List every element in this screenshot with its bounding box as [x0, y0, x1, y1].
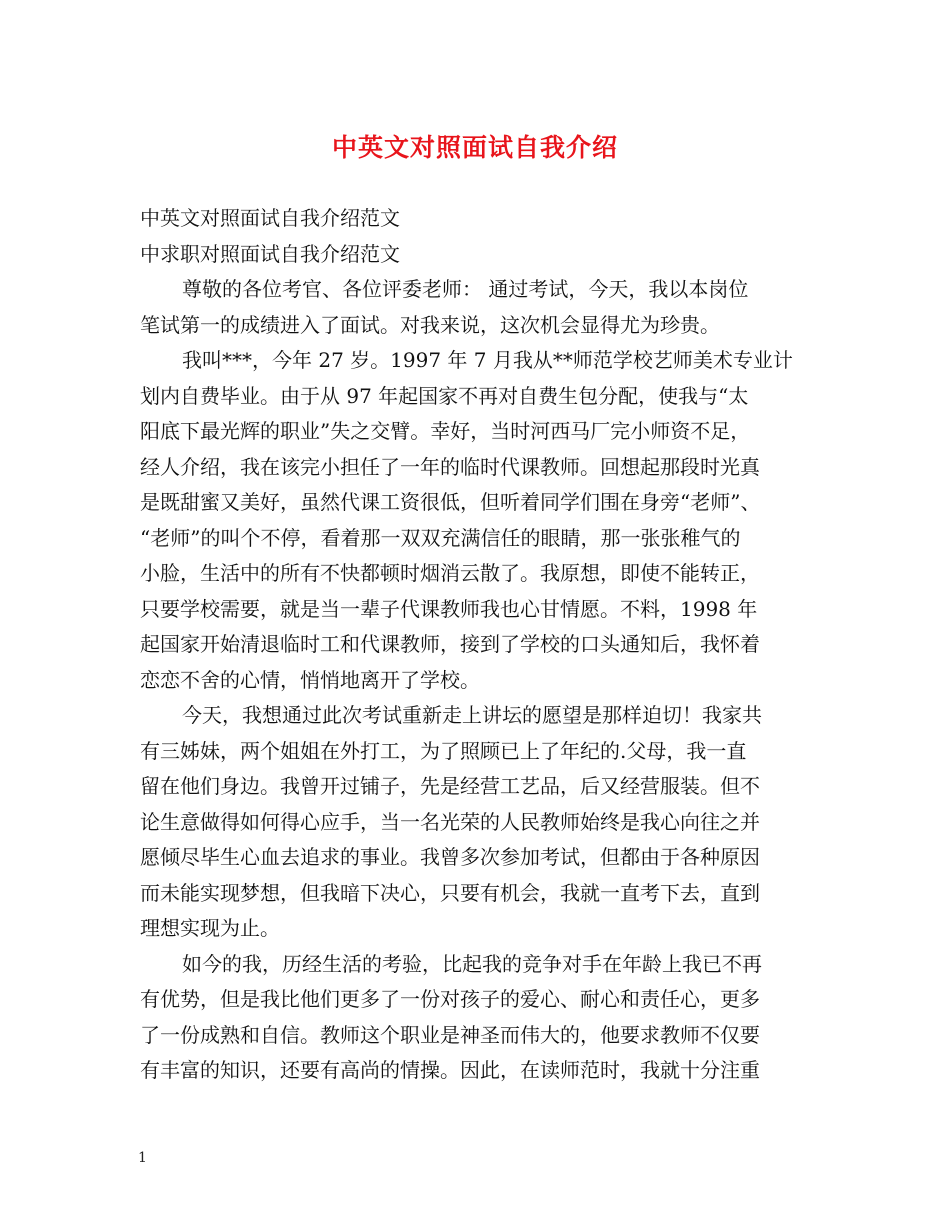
- text-line: 经人介绍，我在该完小担任了一年的临时代课教师。回想起那段时光真: [140, 454, 760, 479]
- text-line: 起国家开始清退临时工和代课教师，接到了学校的口头通知后，我怀着: [140, 632, 760, 656]
- text-line: 今天，我想通过此次考试重新走上讲坛的愿望是那样迫切！我家共: [182, 703, 762, 727]
- text-line: 理想实现为止。: [140, 916, 280, 940]
- page-number: 1: [138, 1150, 147, 1166]
- text-line: 了一份成熟和自信。教师这个职业是神圣而伟大的，他要求教师不仅要: [140, 1022, 760, 1047]
- text-line: 小脸，生活中的所有不快都顿时烟消云散了。我原想，即使不能转正，: [140, 561, 760, 585]
- text-line: 我叫***，今年 27 岁。1997 年 7 月我从**师范学校艺师美术专业计: [182, 348, 793, 372]
- text-line: 恋恋不舍的心情，悄悄地离开了学校。: [140, 667, 480, 692]
- text-line: 是既甜蜜又美好，虽然代课工资很低，但听着同学们围在身旁“老师”、: [140, 490, 761, 514]
- text-line: 论生意做得如何得心应手，当一名光荣的人民教师始终是我心向往之并: [140, 809, 760, 834]
- text-line: 笔试第一的成绩进入了面试。对我来说，这次机会显得尤为珍贵。: [140, 312, 720, 337]
- text-line: 阳底下最光辉的职业”失之交臂。幸好，当时河西马厂完小师资不足，: [140, 419, 751, 443]
- document-body: [140, 201, 830, 1089]
- text-line: 如今的我，历经生活的考验，比起我的竞争对手在年龄上我已不再: [182, 951, 762, 976]
- text-line: 只要学校需要，就是当一辈子代课教师我也心甘情愿。不料，1998 年: [140, 596, 758, 621]
- text-line: 愿倾尽毕生心血去追求的事业。我曾多次参加考试，但都由于各种原因: [140, 845, 760, 869]
- text-line: “老师”的叫个不停，看着那一双双充满信任的眼睛，那一张张稚气的: [140, 525, 741, 550]
- text-line: 有三姊妹，两个姐姐在外打工，为了照顾已上了年纪的.父母，我一直: [140, 738, 747, 763]
- text-line: 尊敬的各位考官、各位评委老师： 通过考试，今天，我以本岗位: [182, 277, 749, 301]
- text-line: 有丰富的知识，还要有高尚的情操。因此，在读师范时，我就十分注重: [140, 1058, 760, 1082]
- text-line: 有优势，但是我比他们更多了一份对孩子的爱心、耐心和责任心，更多: [140, 987, 760, 1011]
- document-title: 中英文对照面试自我介绍: [331, 133, 618, 162]
- text-line: 留在他们身边。我曾开过铺子，先是经营工艺品，后又经营服装。但不: [140, 774, 760, 798]
- text-line: 划内自费毕业。由于从 97 年起国家不再对自费生包分配，使我与“太: [140, 383, 749, 408]
- text-line: 中求职对照面试自我介绍范文: [140, 241, 400, 266]
- text-line: 而未能实现梦想，但我暗下决心，只要有机会，我就一直考下去，直到: [140, 880, 760, 905]
- text-line: 中英文对照面试自我介绍范文: [140, 206, 400, 230]
